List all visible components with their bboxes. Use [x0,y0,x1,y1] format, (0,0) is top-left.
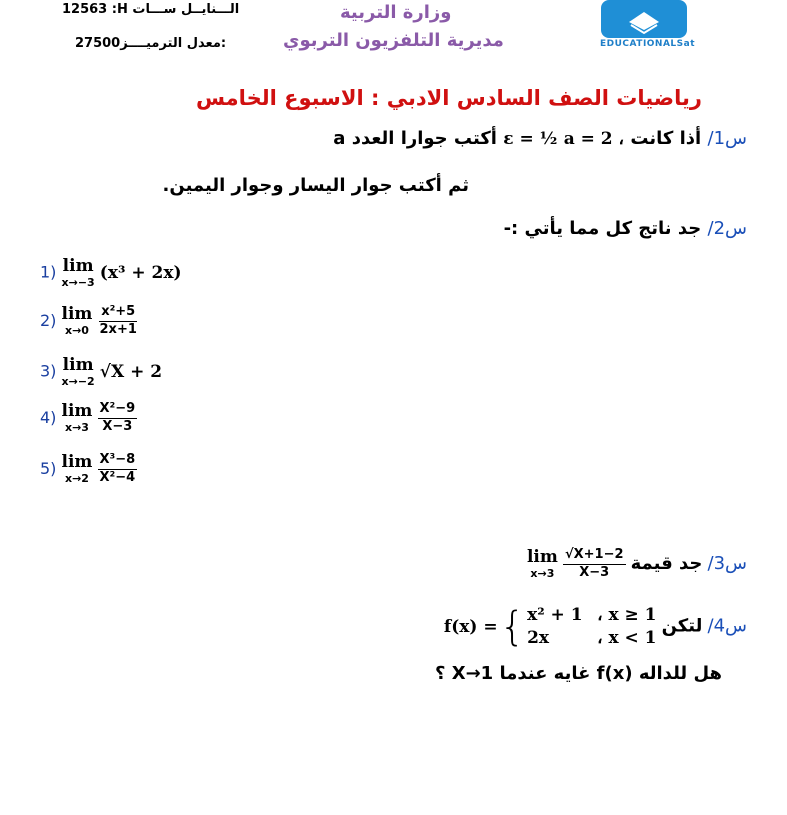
piece-2: 2x [527,627,550,648]
symbol-value: 27500 [75,36,121,51]
symbol-rate [75,36,226,51]
limit: lim x→0 [61,304,93,338]
question-2 [504,218,747,239]
book-icon [601,0,687,38]
item-number: 5) [40,458,57,478]
limit-expression: √X + 2 [99,362,163,382]
limit-fraction: $\frac{\text{X³−8}}{\text{X²−4}}$ [99,452,136,485]
question-4: س4/ لتكن f(x) = { x² + 1 ، x ≥ 1 2x ، x < 1 [443,603,747,650]
logo-text: EDUCATIONALSat [600,39,696,49]
question-4-text: لتكن [661,615,703,637]
item-number: 2) [40,310,57,330]
condition-2: ، x < 1 [597,627,657,648]
question-1-label: س1/ [707,128,747,149]
channel-number: 12563 :H [62,2,128,17]
question-1-a-value: a = 2 ، [563,129,625,149]
condition-1: ، x ≥ 1 [597,605,657,625]
limit: lim x→2 [61,452,93,486]
question-1-epsilon: ε = ½ [503,129,558,149]
ministry-name: وزارة التربية [340,2,452,23]
function-name: f(x) = [443,616,498,637]
list-item-5 [40,453,137,486]
item-number: 1) [40,262,57,282]
piece-1: x² + 1 [527,605,583,625]
page-title: رياضيات الصف السادس الادبي : الاسبوع الخامس [196,86,702,110]
question-1 [333,128,747,149]
limit: lim x→−3 [61,256,95,289]
list-item-4 [40,402,137,435]
question-3 [527,548,747,581]
limit-fraction: $\frac{\text{x²+5}}{2x+1}$ [99,304,137,337]
item-number: 4) [40,407,57,427]
list-item-2 [40,305,139,338]
question-2-text: جد ناتج كل مما يأتي :- [503,218,702,239]
limit-fraction: $\frac{√X+1-2}{X-3}$ [564,547,624,580]
limit: lim x→3 [61,401,93,435]
question-2-label: س2/ [707,218,747,239]
question-3-label: س3/ [707,552,747,574]
channel-label: الـــنايــل ســـات [132,2,240,17]
question-4-line-2: هل للداله f(x) غايه عندما X→1 ؟ [434,663,722,684]
educational-sat-logo [601,0,687,38]
channel-info [62,2,239,17]
directorate-name: مديرية التلفزيون التربوي [283,30,504,51]
question-1-text-a: أذا كانت [630,128,702,149]
question-4-label: س4/ [707,615,747,637]
limit-expression: (x³ + 2x) [99,263,182,283]
item-number: 3) [40,361,57,381]
question-3-text: جد قيمة [630,552,703,574]
limit: lim x→3 [526,547,558,581]
limit: lim x→−2 [61,355,95,388]
limit-fraction: $\frac{\text{X²−9}}{X-3}$ [99,401,136,434]
question-1-line-2: ثم أكتب جوار اليسار وجوار اليمين. [162,175,469,196]
question-1-text-b: أكتب جوارا العدد a [333,128,497,149]
list-item-1 [40,258,182,288]
symbol-label: معدل الترميــــز: [120,36,227,51]
list-item-3 [40,357,162,387]
